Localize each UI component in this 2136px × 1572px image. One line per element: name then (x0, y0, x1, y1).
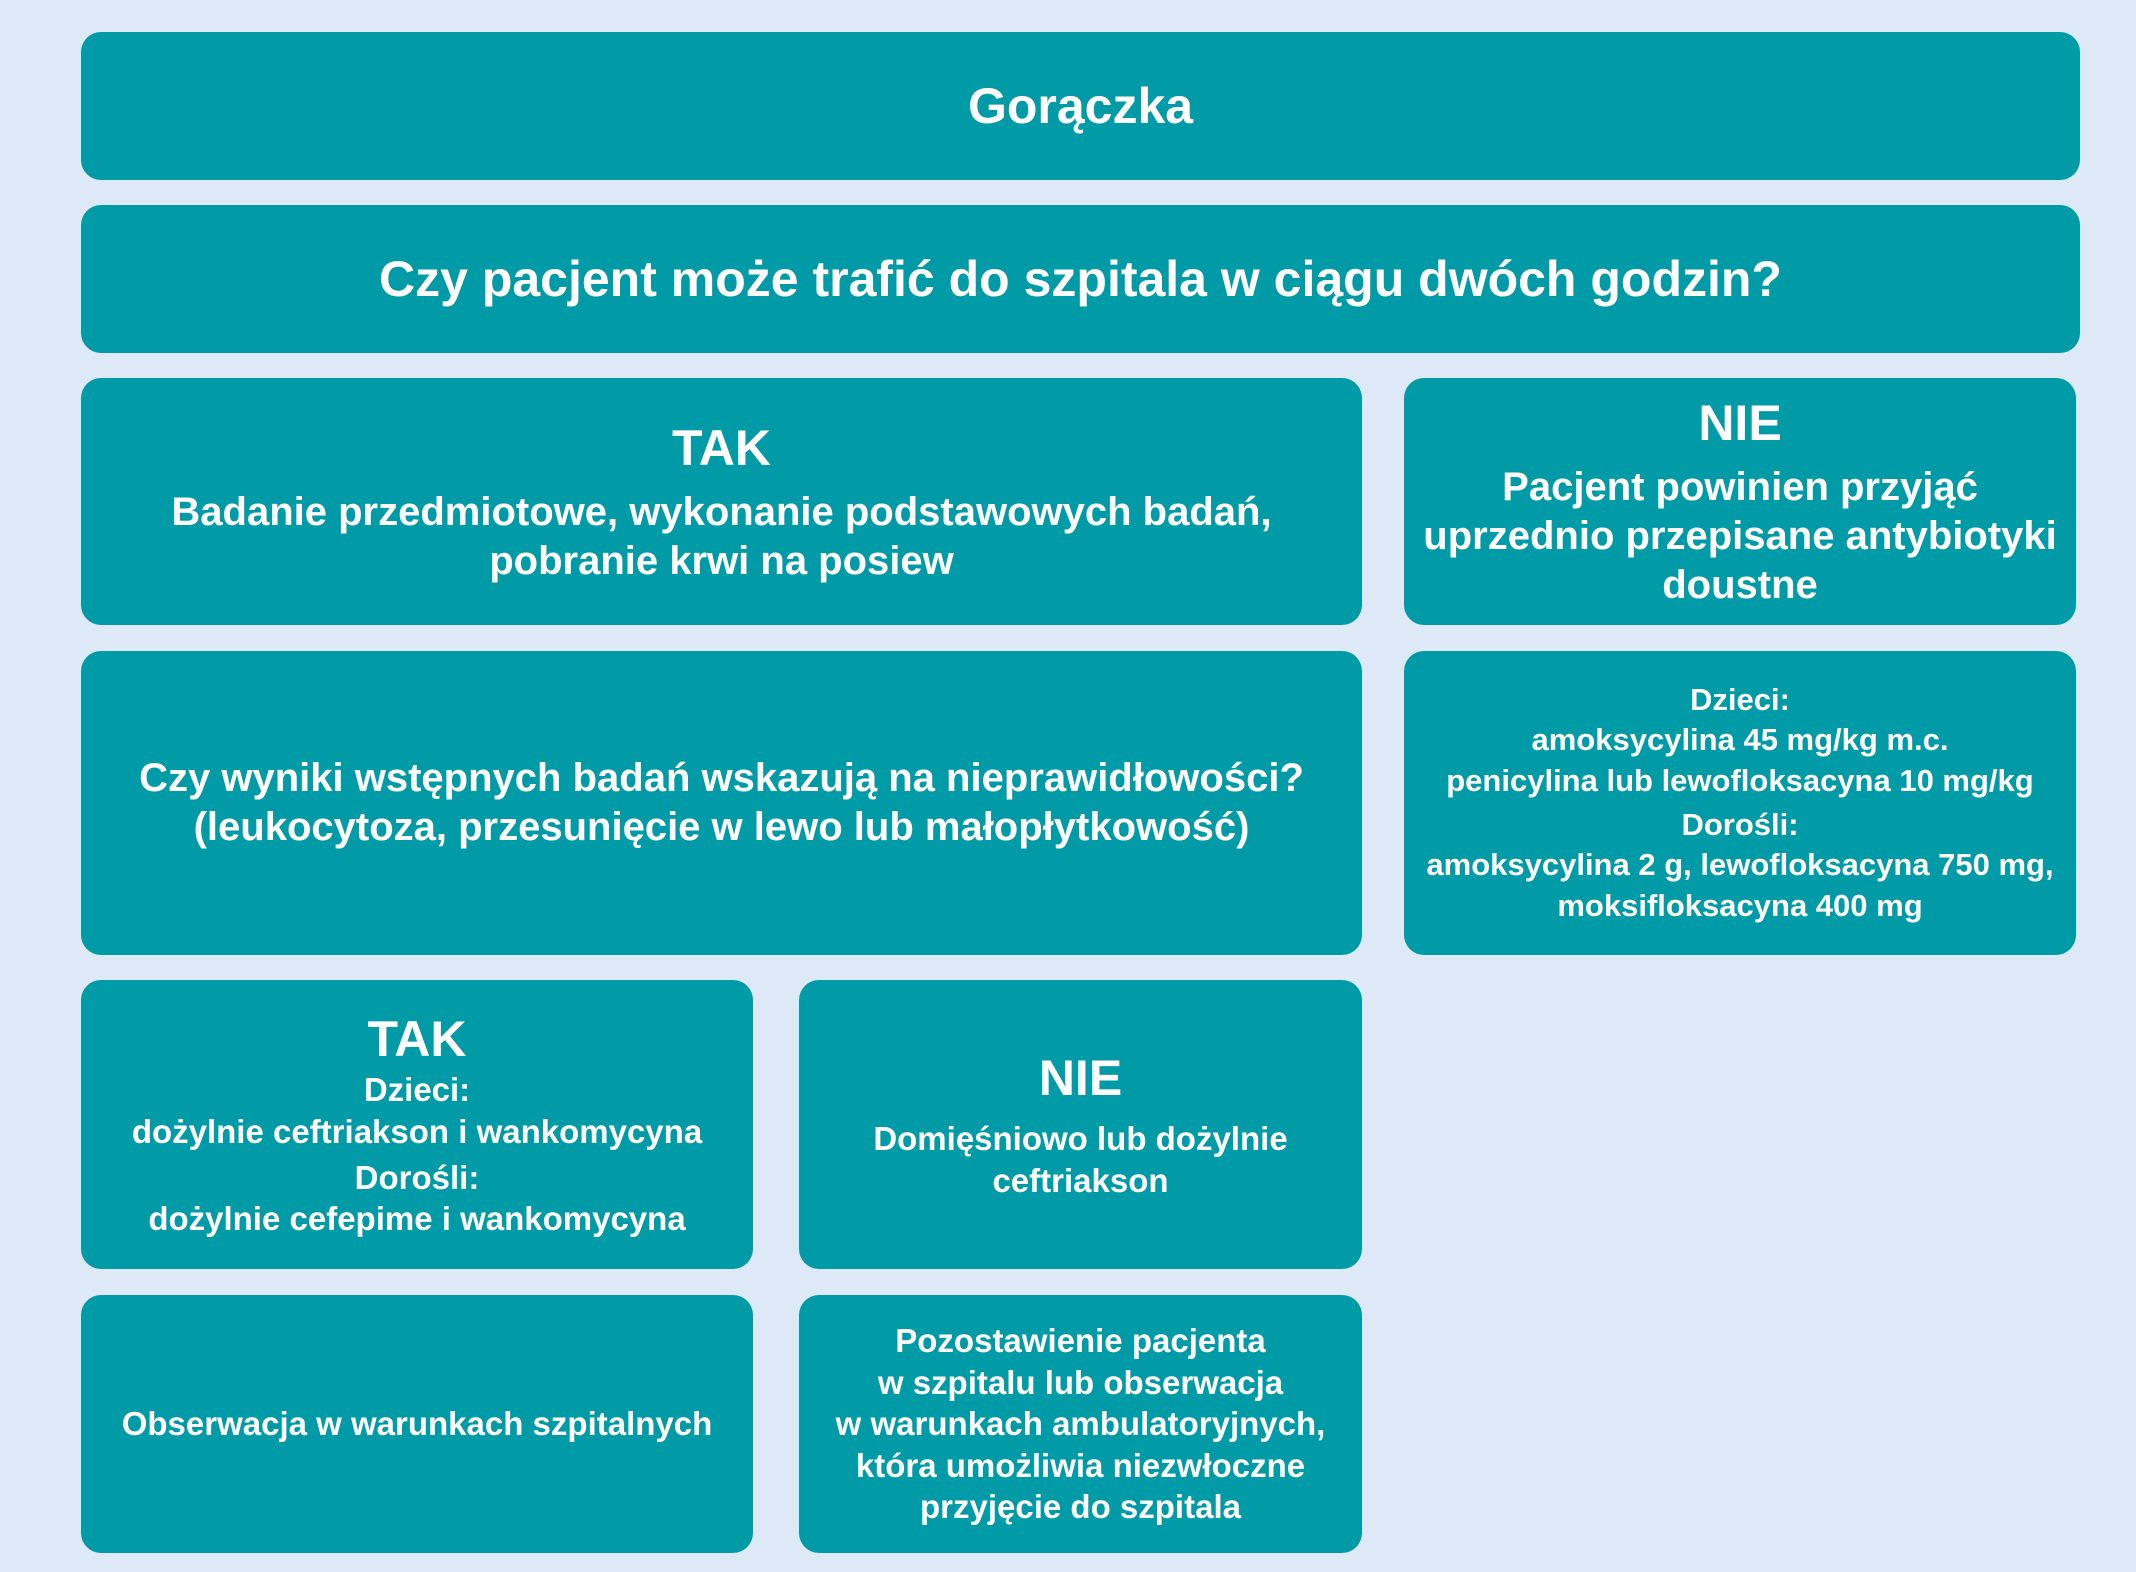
hospital-observation-text: Obserwacja w warunkach szpitalnych (121, 1405, 713, 1443)
oral-children-label: Dzieci: (1690, 682, 1790, 718)
yes-iv-adults-text: dożylnie cefepime i wankomycyna (148, 1200, 686, 1238)
yes-exam-line-2: pobranie krwi na posiew (489, 538, 954, 583)
no-im-box (799, 980, 1362, 1269)
no-oral-line-3: doustne (1662, 562, 1818, 607)
question-abnormal-box (81, 651, 1362, 955)
yes-exam-box (81, 378, 1362, 625)
outpatient-observation-line-5: przyjęcie do szpitala (920, 1488, 1241, 1526)
yes-iv-adults-label: Dorośli: (354, 1158, 480, 1196)
outpatient-observation-line-4: która umożliwia niezwłoczne (855, 1446, 1306, 1484)
title-box (81, 32, 2080, 180)
no-im-heading: NIE (1038, 1049, 1123, 1106)
question-hospital-text: Czy pacjent może trafić do szpitala w ciągu dwóch godzin? (379, 251, 1782, 307)
yes-iv-children-label: Dzieci: (363, 1071, 471, 1109)
hospital-observation-box (81, 1295, 753, 1553)
no-oral-box (1404, 378, 2076, 625)
no-im-line-1: Domięśniowo lub dożylnie (873, 1119, 1288, 1157)
yes-heading: TAK (671, 419, 772, 476)
yes-iv-box (81, 980, 753, 1269)
oral-adults-line-2: moksifloksacyna 400 mg (1557, 887, 1923, 923)
oral-adults-line-1: amoksycylina 2 g, lewofloksacyna 750 mg, (1426, 847, 2054, 883)
title-text: Gorączka (967, 78, 1194, 134)
question-hospital-box (81, 205, 2080, 353)
outpatient-observation-line-1: Pozostawienie pacjenta (895, 1322, 1266, 1360)
no-heading: NIE (1698, 395, 1782, 452)
oral-adults-label: Dorośli: (1681, 807, 1799, 842)
yes-exam-line-1: Badanie przedmiotowe, wykonanie podstawowych badań, (171, 489, 1272, 534)
oral-children-line-2: penicylina lub lewofloksacyna 10 mg/kg (1446, 762, 2034, 798)
outpatient-observation-line-2: w szpitalu lub obserwacja (877, 1363, 1284, 1401)
outpatient-observation-line-3: w warunkach ambulatoryjnych, (835, 1405, 1326, 1443)
yes-iv-children-text: dożylnie ceftriakson i wankomycyna (131, 1112, 703, 1150)
outpatient-observation-box (799, 1295, 1362, 1553)
oral-children-line-1: amoksycylina 45 mg/kg m.c. (1531, 722, 1949, 758)
question-abnormal-line-2: (leukocytoza, przesunięcie w lewo lub małopłytkowość) (193, 805, 1250, 849)
oral-doses-box (1404, 651, 2076, 955)
no-oral-line-2: uprzednio przepisane antybiotyki (1423, 514, 2057, 559)
no-oral-line-1: Pacjent powinien przyjąć (1502, 465, 1978, 510)
yes-iv-heading: TAK (367, 1011, 467, 1068)
question-abnormal-line-1: Czy wyniki wstępnych badań wskazują na nieprawidłowości? (139, 756, 1304, 801)
no-im-line-2: ceftriakson (992, 1161, 1169, 1199)
